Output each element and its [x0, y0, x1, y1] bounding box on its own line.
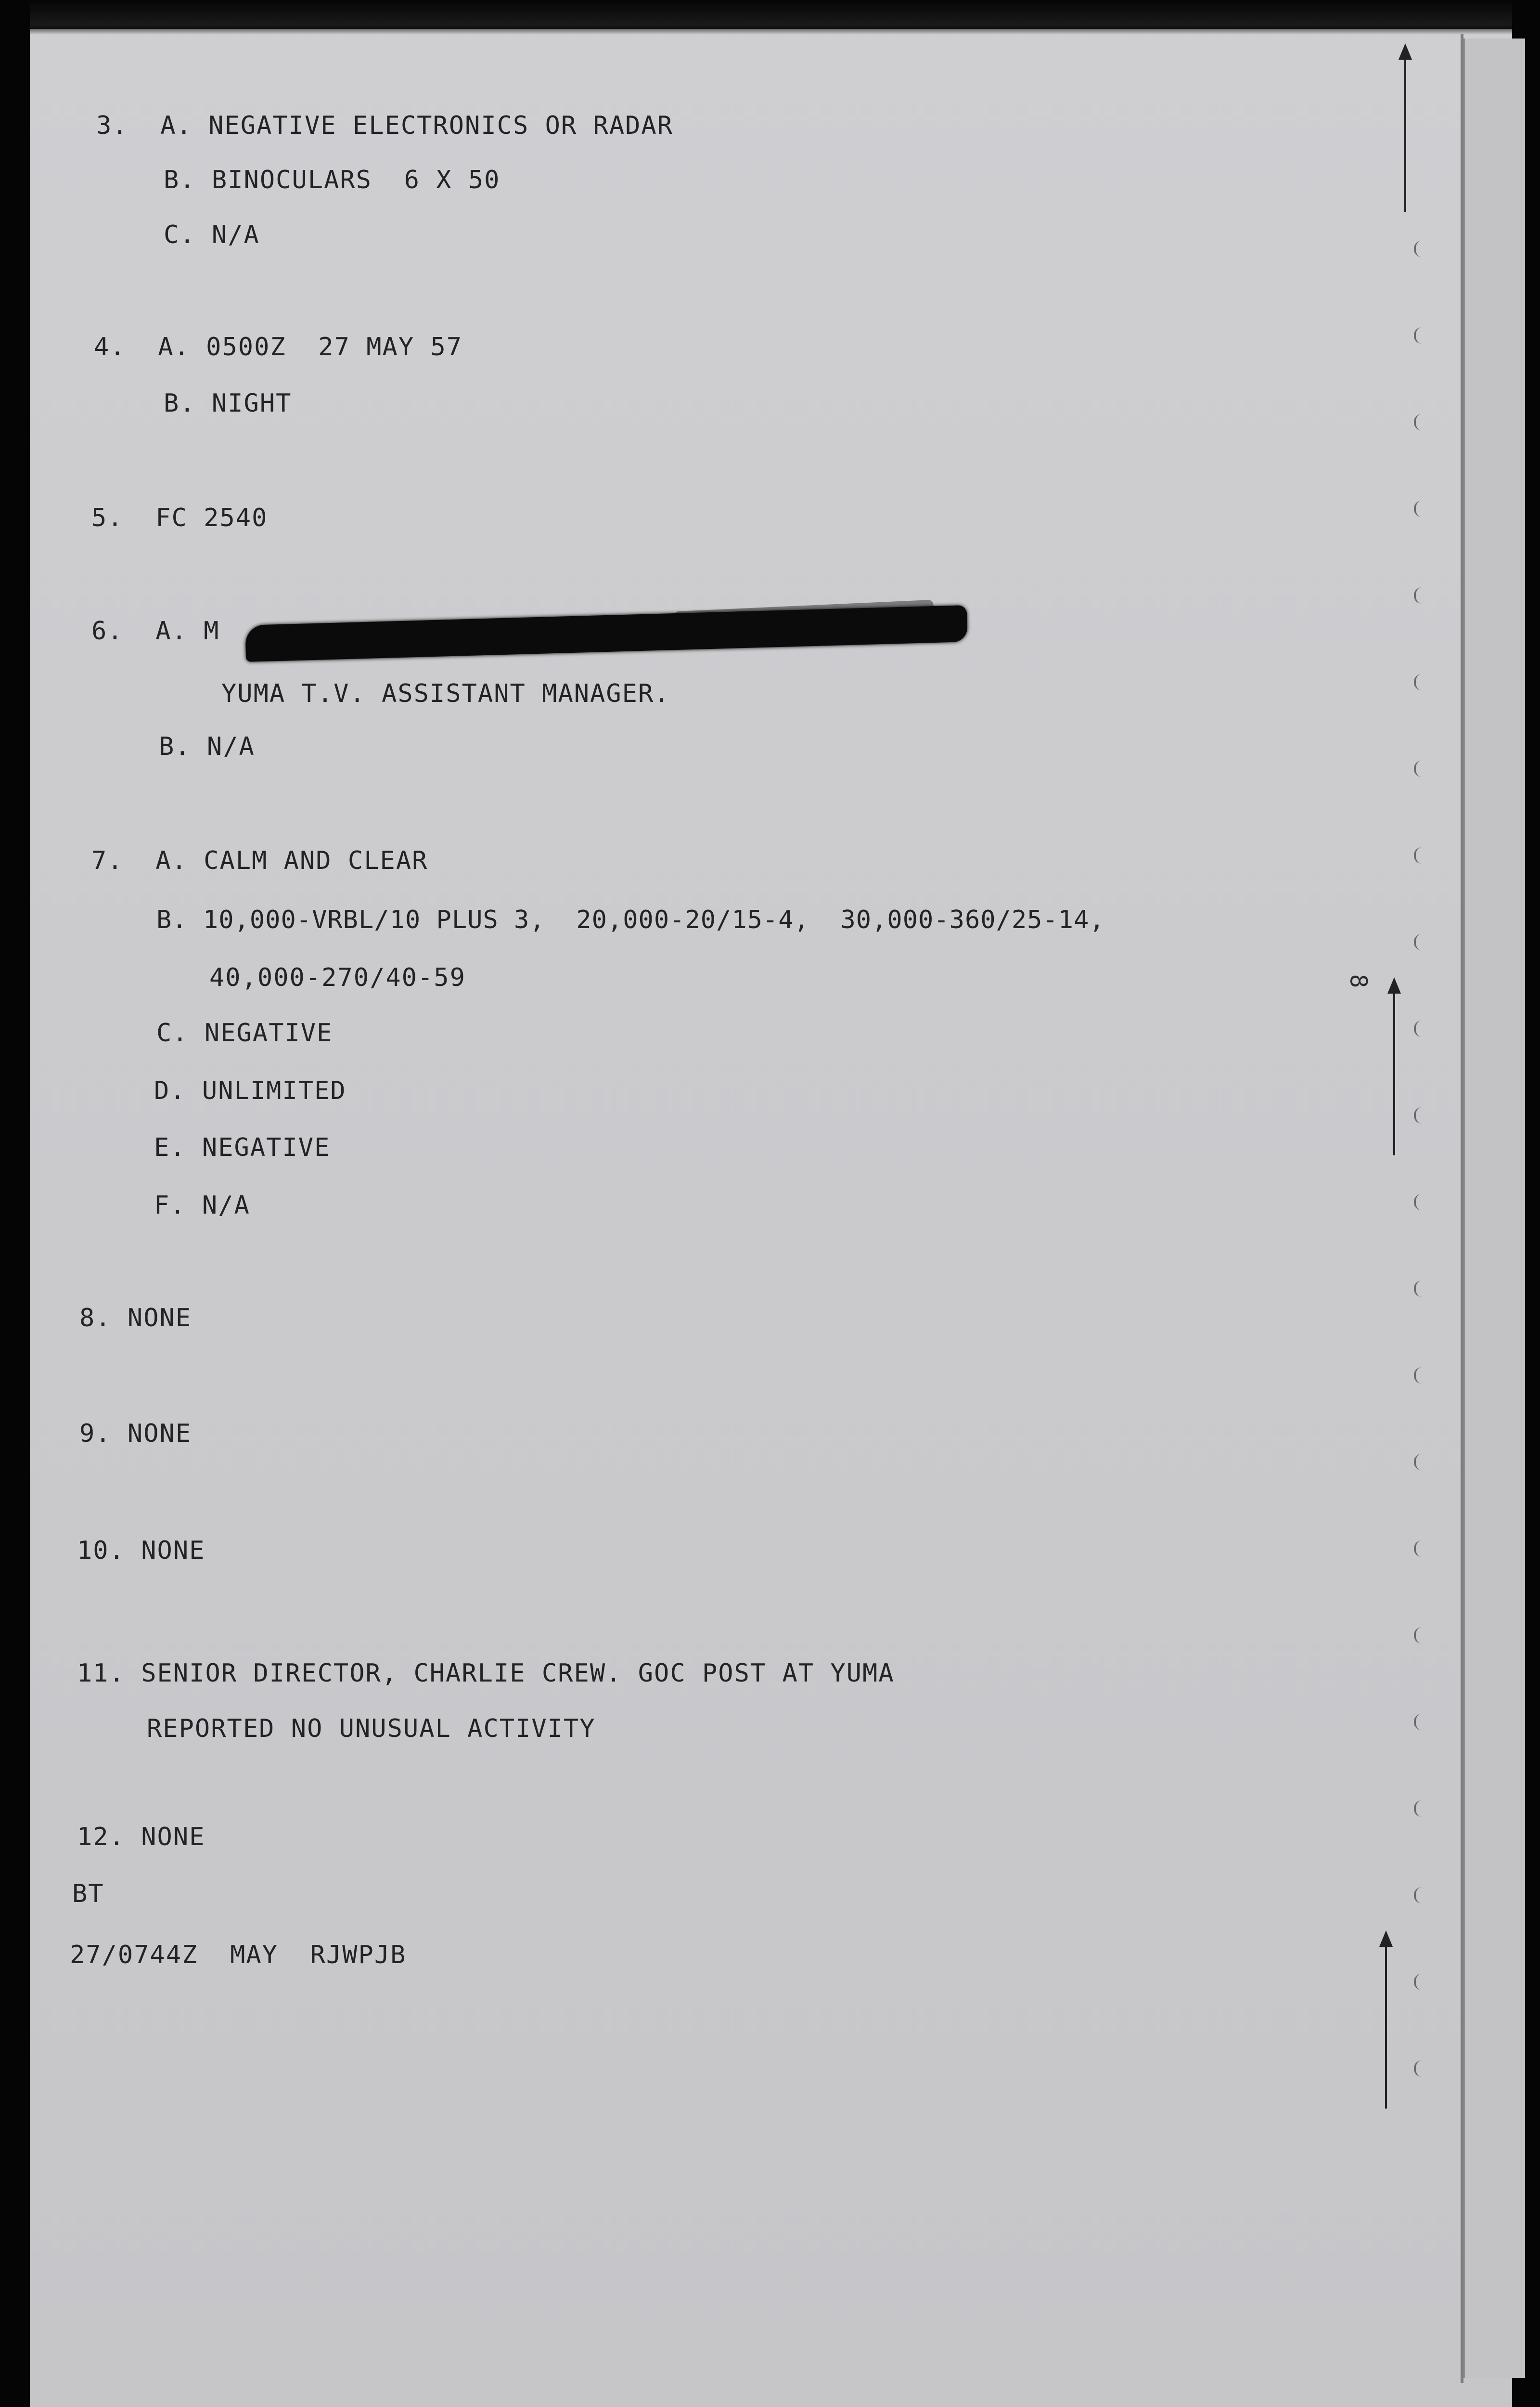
paper-sheet: [30, 29, 1512, 2407]
break-marker: BT: [72, 1879, 104, 1908]
item-6a: 6. A. M: [91, 617, 220, 646]
item-7d: D. UNLIMITED: [154, 1076, 346, 1105]
item-3a: 3. A. NEGATIVE ELECTRONICS OR RADAR: [96, 111, 674, 140]
margin-arrow-middle: [1393, 992, 1395, 1155]
item-11: 11. SENIOR DIRECTOR, CHARLIE CREW. GOC POST AT YUMA: [77, 1659, 895, 1688]
item-4b: B. NIGHT: [164, 389, 292, 418]
margin-arrow-top: [1404, 58, 1406, 212]
item-7f: F. N/A: [154, 1191, 250, 1220]
item-7a: 7. A. CALM AND CLEAR: [91, 846, 428, 875]
margin-arrow-bottom: [1385, 1945, 1387, 2109]
item-7e: E. NEGATIVE: [154, 1133, 331, 1162]
scan-top-shadow: [30, 0, 1512, 35]
item-3c: C. N/A: [164, 220, 260, 249]
item-4a: 4. A. 0500Z 27 MAY 57: [94, 333, 463, 362]
margin-note: 8: [1345, 974, 1372, 988]
item-7b-cont: 40,000-270/40-59: [209, 963, 466, 992]
back-sheet-edge: [1463, 39, 1525, 2378]
item-5: 5. FC 2540: [91, 504, 268, 532]
item-3b: B. BINOCULARS 6 X 50: [164, 166, 500, 194]
item-8: 8. NONE: [79, 1304, 192, 1333]
item-6a-detail: YUMA T.V. ASSISTANT MANAGER.: [221, 679, 670, 708]
item-6b: B. N/A: [159, 732, 255, 761]
item-12: 12. NONE: [77, 1823, 205, 1851]
item-10: 10. NONE: [77, 1536, 205, 1565]
item-11-cont: REPORTED NO UNUSUAL ACTIVITY: [147, 1714, 596, 1743]
item-7b: B. 10,000-VRBL/10 PLUS 3, 20,000-20/15-4, 30,000-360/25-14,: [156, 906, 1105, 934]
date-time-group: 27/0744Z MAY RJWPJB: [70, 1941, 407, 1969]
item-9: 9. NONE: [79, 1419, 192, 1448]
page-edge-line: [1461, 34, 1463, 2383]
item-7c: C. NEGATIVE: [156, 1019, 333, 1048]
